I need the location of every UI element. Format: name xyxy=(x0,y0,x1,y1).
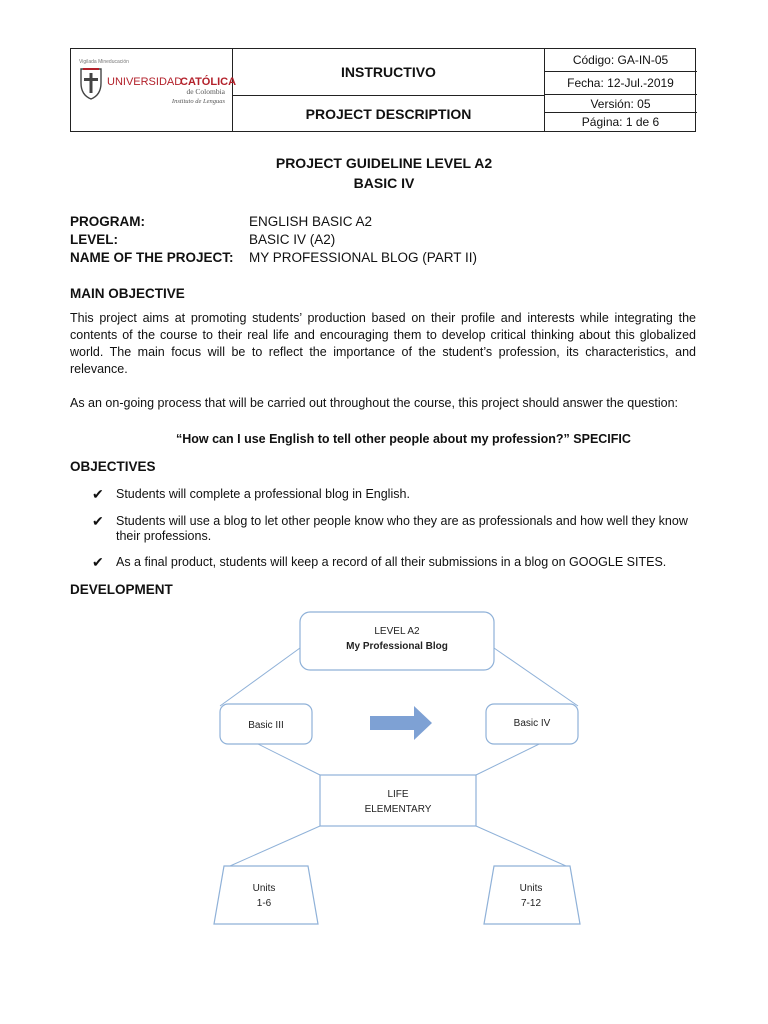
page-subtitle: BASIC IV xyxy=(353,175,415,191)
level-value: BASIC IV (A2) xyxy=(249,232,336,247)
main-objective-heading: MAIN OBJECTIVE xyxy=(70,286,185,301)
units-right-range: 7-12 xyxy=(520,898,542,909)
page-title: PROJECT GUIDELINE LEVEL A2 xyxy=(275,155,493,171)
life-label: LIFE xyxy=(387,789,409,800)
arrow-right-icon xyxy=(370,706,432,740)
doc-code: Código: GA-IN-05 xyxy=(572,53,669,67)
basic-iii-label: Basic III xyxy=(248,720,284,731)
doc-page: Página: 1 de 6 xyxy=(581,115,660,129)
units-left-range: 1-6 xyxy=(256,898,272,909)
checkmark-icon: ✔ xyxy=(92,554,104,570)
logo-brand-sub: de Colombia xyxy=(186,87,225,96)
doc-type: INSTRUCTIVO xyxy=(341,64,436,80)
question-intro-paragraph: As an on-going process that will be carried out throughout the course, this project should answer the question: xyxy=(70,396,678,410)
project-name-label: NAME OF THE PROJECT: xyxy=(70,250,234,265)
checkmark-icon: ✔ xyxy=(92,513,104,529)
logo-small-text: Vigilada Mineducación xyxy=(79,59,129,65)
logo-brand-bold: CATÓLICA xyxy=(180,76,237,88)
level-a2-title: LEVEL A2 xyxy=(374,626,420,637)
doc-version: Versión: 05 xyxy=(590,96,651,111)
units-1-6-box xyxy=(214,866,318,924)
basic-iv-label: Basic IV xyxy=(513,718,551,729)
objective-text: Students will use a blog to let other people know who they are as professionals and how well they know their professions. xyxy=(116,514,688,543)
connector-line xyxy=(476,826,566,866)
connector-line xyxy=(230,826,320,866)
units-right-label: Units xyxy=(519,883,543,894)
level-label: LEVEL: xyxy=(70,232,119,247)
project-name-value: MY PROFESSIONAL BLOG (PART II) xyxy=(249,250,478,265)
connector-line xyxy=(494,648,578,706)
development-heading: DEVELOPMENT xyxy=(70,582,173,597)
objectives-heading: OBJECTIVES xyxy=(70,459,156,474)
checkmark-icon: ✔ xyxy=(92,486,104,502)
logo-brand-main: UNIVERSIDAD xyxy=(107,76,183,88)
life-elementary-box xyxy=(320,775,476,826)
level-a2-subtitle: My Professional Blog xyxy=(346,641,448,652)
guiding-question: “How can I use English to tell other people about my profession?” SPECIFIC xyxy=(176,432,631,446)
objective-text: As a final product, students will keep a record of all their submissions in a blog on GOOGLE SITES. xyxy=(116,555,667,569)
units-7-12-box xyxy=(484,866,580,924)
program-value: ENGLISH BASIC A2 xyxy=(249,214,373,229)
connector-line xyxy=(220,648,300,706)
units-left-label: Units xyxy=(252,883,276,894)
doc-date: Fecha: 12-Jul.-2019 xyxy=(567,76,674,90)
logo-brand-sub2: Instituto de Lenguas xyxy=(171,98,225,105)
elementary-label: ELEMENTARY xyxy=(364,804,432,815)
program-label: PROGRAM: xyxy=(70,214,145,229)
doc-title: PROJECT DESCRIPTION xyxy=(305,106,472,122)
main-objective-paragraph: This project aims at promoting students’ production based on their profile and interests while integrating the contents of the course to their real life and encouraging them to develop critical thinking about this globalized world. The main focus will be to reflect the importance of the student’s profession, its characteristics, and relevance. xyxy=(70,311,696,376)
objective-text: Students will complete a professional blog in English. xyxy=(116,487,410,501)
